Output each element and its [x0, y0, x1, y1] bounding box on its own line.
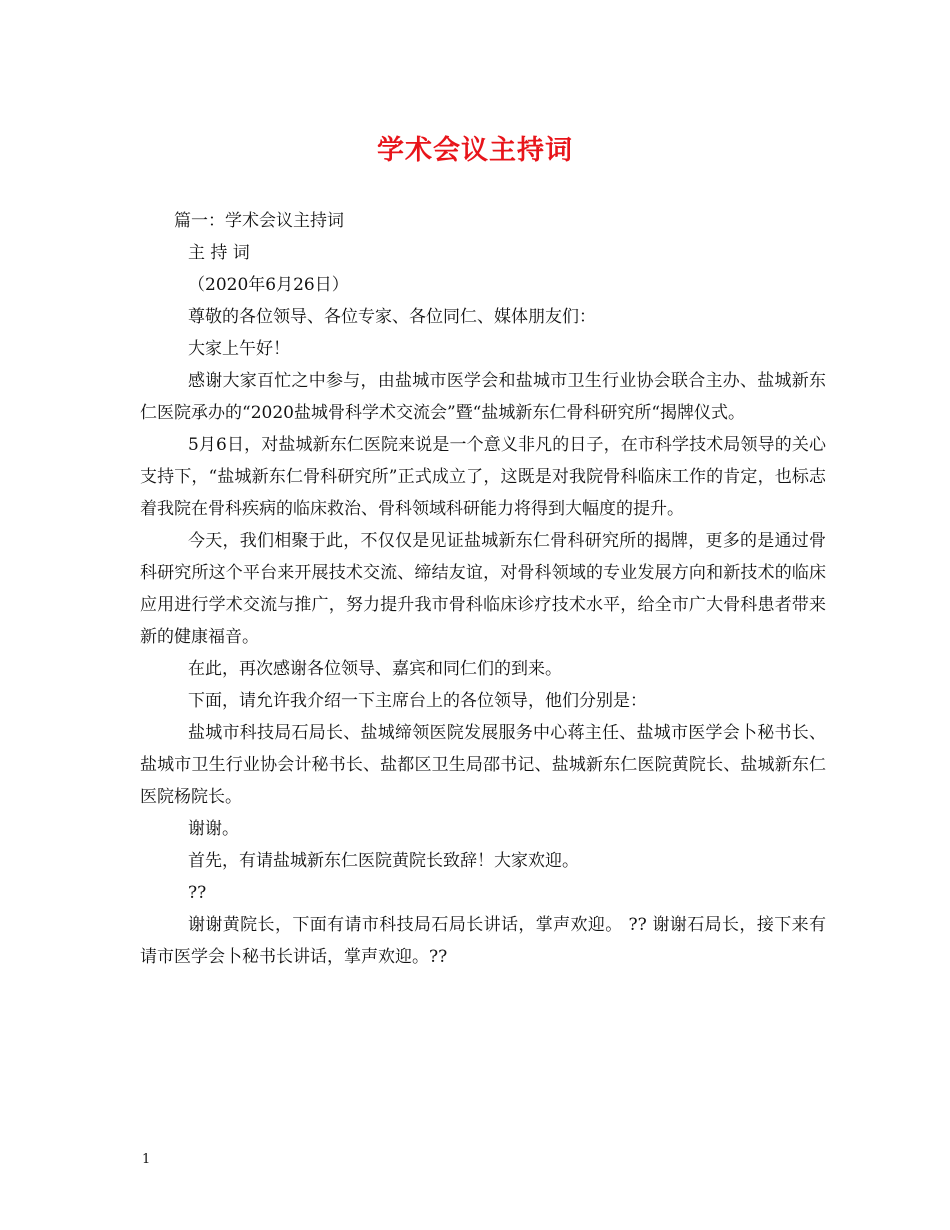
paragraph-first-speaker: 首先，有请盐城新东仁医院黄院长致辞！大家欢迎。 [188, 851, 579, 871]
paragraph-greeting: 大家上午好！ [188, 339, 290, 359]
paragraph-date: （2020年6月26日） [188, 275, 349, 295]
paragraph-thanks-again: 在此，再次感谢各位领导、嘉宾和同仁们的到来。 [188, 659, 562, 679]
paragraph-leaders-list: 盐城市科技局石局长、盐城缔领医院发展服务中心蒋主任、盐城市医学会卜秘书长、盐城市卫生行业协会计秘书长、盐都区卫生局邵书记、盐城新东仁医院黄院长、盐城新东仁医院杨院长。 [140, 723, 826, 807]
page-number: 1 [142, 1152, 151, 1167]
paragraph-introduction: 下面，请允许我介绍一下主席台上的各位领导，他们分别是： [188, 691, 647, 711]
paragraph-thanks-intro: 感谢大家百忙之中参与，由盐城市医学会和盐城市卫生行业协会联合主办、盐城新东仁医院承办的“2020盐城骨科学术交流会”暨“盐城新东仁骨科研究所“揭牌仪式。 [140, 371, 826, 423]
paragraph-salutation: 尊敬的各位领导、各位专家、各位同仁、媒体朋友们： [188, 307, 596, 327]
paragraph-host-speech-label: 主 持 词 [188, 243, 250, 263]
paragraph-section-heading: 篇一：学术会议主持词 [174, 211, 344, 231]
paragraph-founding: 5月6日，对盐城新东仁医院来说是一个意义非凡的日子，在市科学技术局领导的关心支持下，“盐城新东仁骨科研究所”正式成立了，这既是对我院骨科临床工作的肯定，也标志着我院在骨科疾病的临床救治、骨科领域科研能力将得到大幅度的提升。 [140, 435, 826, 519]
document-title: 学术会议主持词 [377, 135, 573, 166]
paragraph-purpose: 今天，我们相聚于此，不仅仅是见证盐城新东仁骨科研究所的揭牌，更多的是通过骨科研究所这个平台来开展技术交流、缔结友谊，对骨科领域的专业发展方向和新技术的临床应用进行学术交流与推广，努力提升我市骨科临床诊疗技术水平，给全市广大骨科患者带来新的健康福音。 [140, 531, 826, 647]
paragraph-placeholder: ?? [188, 883, 207, 903]
paragraph-next-speakers: 谢谢黄院长，下面有请市科技局石局长讲话，掌声欢迎。 ?? 谢谢石局长，接下来有请市医学会卜秘书长讲话，掌声欢迎。?? [140, 915, 826, 967]
document-body [140, 205, 826, 973]
paragraph-thank-you: 谢谢。 [188, 819, 239, 839]
